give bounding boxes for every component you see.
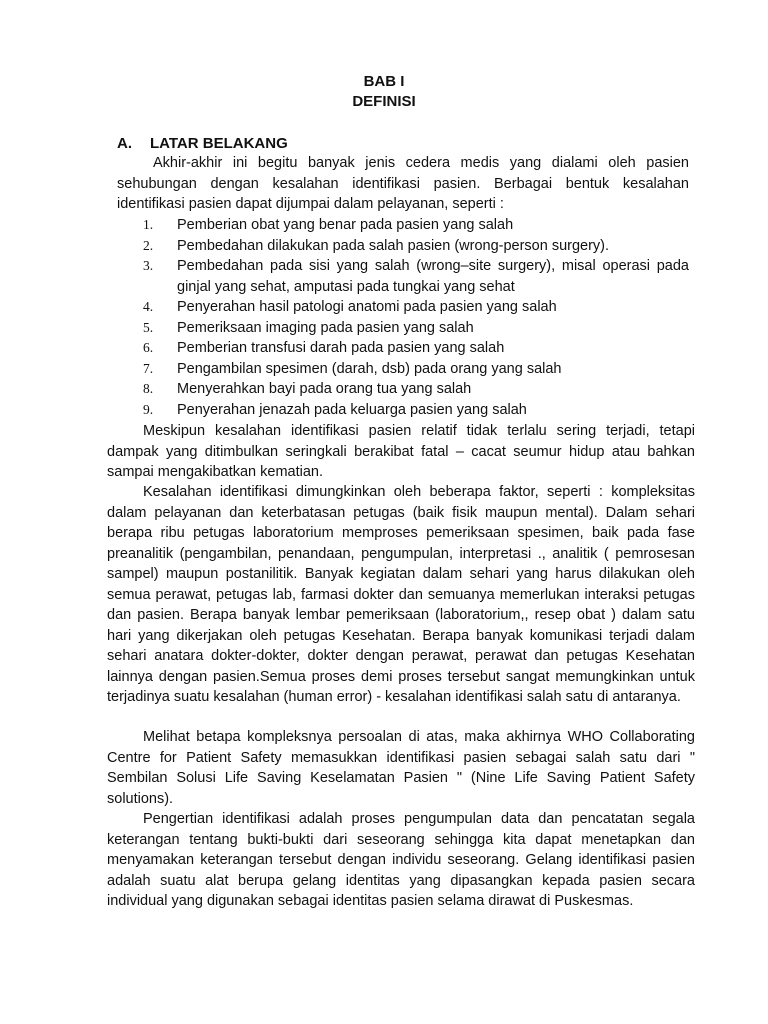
list-item-number: 6. (143, 340, 154, 355)
list-item-text: Penyerahan hasil patologi anatomi pada pasien yang salah (177, 299, 557, 315)
list-item (143, 359, 689, 380)
section-title: LATAR BELAKANG (150, 135, 288, 152)
list-item-text: Pemeriksaan imaging pada pasien yang salah (177, 319, 474, 336)
section-heading (117, 134, 288, 154)
list-item-text: Penyerahan jenazah pada keluarga pasien yang salah (177, 401, 527, 418)
list-item-number: 3. (143, 258, 154, 273)
body-paragraph: Kesalahan identifikasi dimungkinkan oleh beberapa faktor, seperti : kompleksitas dalam pelayanan dan keterbatasan petugas (baik fisik maupun mental). Dalam sehari berapa ribu petugas laboratorium memproses pemeriksaan spesimen, baik pada fase preanalitik (pengambilan, penandaan, pengumpulan, interpretasi ., analitik ( pemrosesan sampel) maupun postanilitik. Banyak kegiatan dalam sehari yang harus dilakukan oleh semua perawat, petugas lab, farmasi dokter dan semuanya memerlukan interaksi petugas dan pasien. Berapa banyak lembar pemeriksaan (laboratorium,, resep obat ) dalam satu hari yang dikerjakan oleh petugas Kesehatan. Berapa banyak komunikasi terjadi dalam sehari anatara dokter-dokter, dokter dengan perawat, perawat dan petugas Kesehatan lainnya dengan pasien.Semua proses demi proses tersebut sangat memungkinkan untuk terjadinya suatu kesalahan (human error) - kesalahan identifikasi salah satu di antaranya. (107, 484, 695, 705)
list-item (143, 256, 689, 297)
list-item (143, 379, 689, 400)
list-item (143, 236, 689, 257)
body-paragraph: Meskipun kesalahan identifikasi pasien relatif tidak terlalu sering terjadi, tetapi dampak yang ditimbulkan seringkali berakibat fatal – cacat seumur hidup atau bahkan sampai mengakibatkan kematian. (107, 423, 695, 480)
list-item (143, 318, 689, 339)
list-item (143, 338, 689, 359)
error-types-list (143, 215, 689, 420)
list-item-text: Pemberian obat yang benar pada pasien yang salah (177, 217, 514, 233)
list-item-number: 2. (143, 237, 154, 253)
list-item-text: Pembedahan pada sisi yang salah (wrong–site surgery), misal operasi pada ginjal yang sehat, amputasi pada tungkai yang sehat (177, 258, 689, 295)
body-paragraph: Melihat betapa kompleksnya persoalan di atas, maka akhirnya WHO Collaborating Centre for Patient Safety memasukkan identifikasi pasien sebagai salah satu dari " Sembilan Solusi Life Saving Keselamatan Pasien " (Nine Life Saving Patient Safety solutions). (107, 729, 695, 807)
chapter-title: DEFINISI (352, 93, 416, 110)
list-item-text: Pengambilan spesimen (darah, dsb) pada orang yang salah (177, 360, 562, 377)
section-number: A. (117, 135, 132, 152)
list-item-text: Menyerahkan bayi pada orang tua yang salah (177, 381, 472, 397)
body-paragraph: Pengertian identifikasi adalah proses pengumpulan data dan pencatatan segala keterangan tentang bukti-bukti dari seseorang sehingga kita dapat menetapkan dan menyamakan keterangan tersebut dengan individu seseorang. Gelang identifikasi pasien adalah suatu alat berupa gelang identitas yang dipasangkan kepada pasien secara individual yang digunakan sebagai identitas pasien selama dirawat di Puskesmas. (107, 811, 695, 909)
list-item (143, 215, 689, 236)
chapter-number: BAB I (363, 73, 405, 90)
list-item-text: Pemberian transfusi darah pada pasien yang salah (177, 340, 505, 356)
intro-paragraph: Akhir-akhir ini begitu banyak jenis cedera medis yang dialami oleh pasien sehubungan dengan kesalahan identifikasi pasien. Berbagai bentuk kesalahan identifikasi pasien dapat dijumpai dalam pelayanan, seperti : (117, 155, 689, 212)
list-item-number: 7. (143, 360, 154, 376)
list-item (143, 297, 689, 318)
list-item (143, 400, 689, 421)
list-item-number: 5. (143, 319, 154, 335)
list-item-number: 4. (143, 299, 154, 314)
list-item-number: 1. (143, 217, 154, 232)
list-item-number: 8. (143, 381, 154, 396)
list-item-text: Pembedahan dilakukan pada salah pasien (wrong-person surgery). (177, 237, 610, 254)
list-item-number: 9. (143, 401, 154, 417)
